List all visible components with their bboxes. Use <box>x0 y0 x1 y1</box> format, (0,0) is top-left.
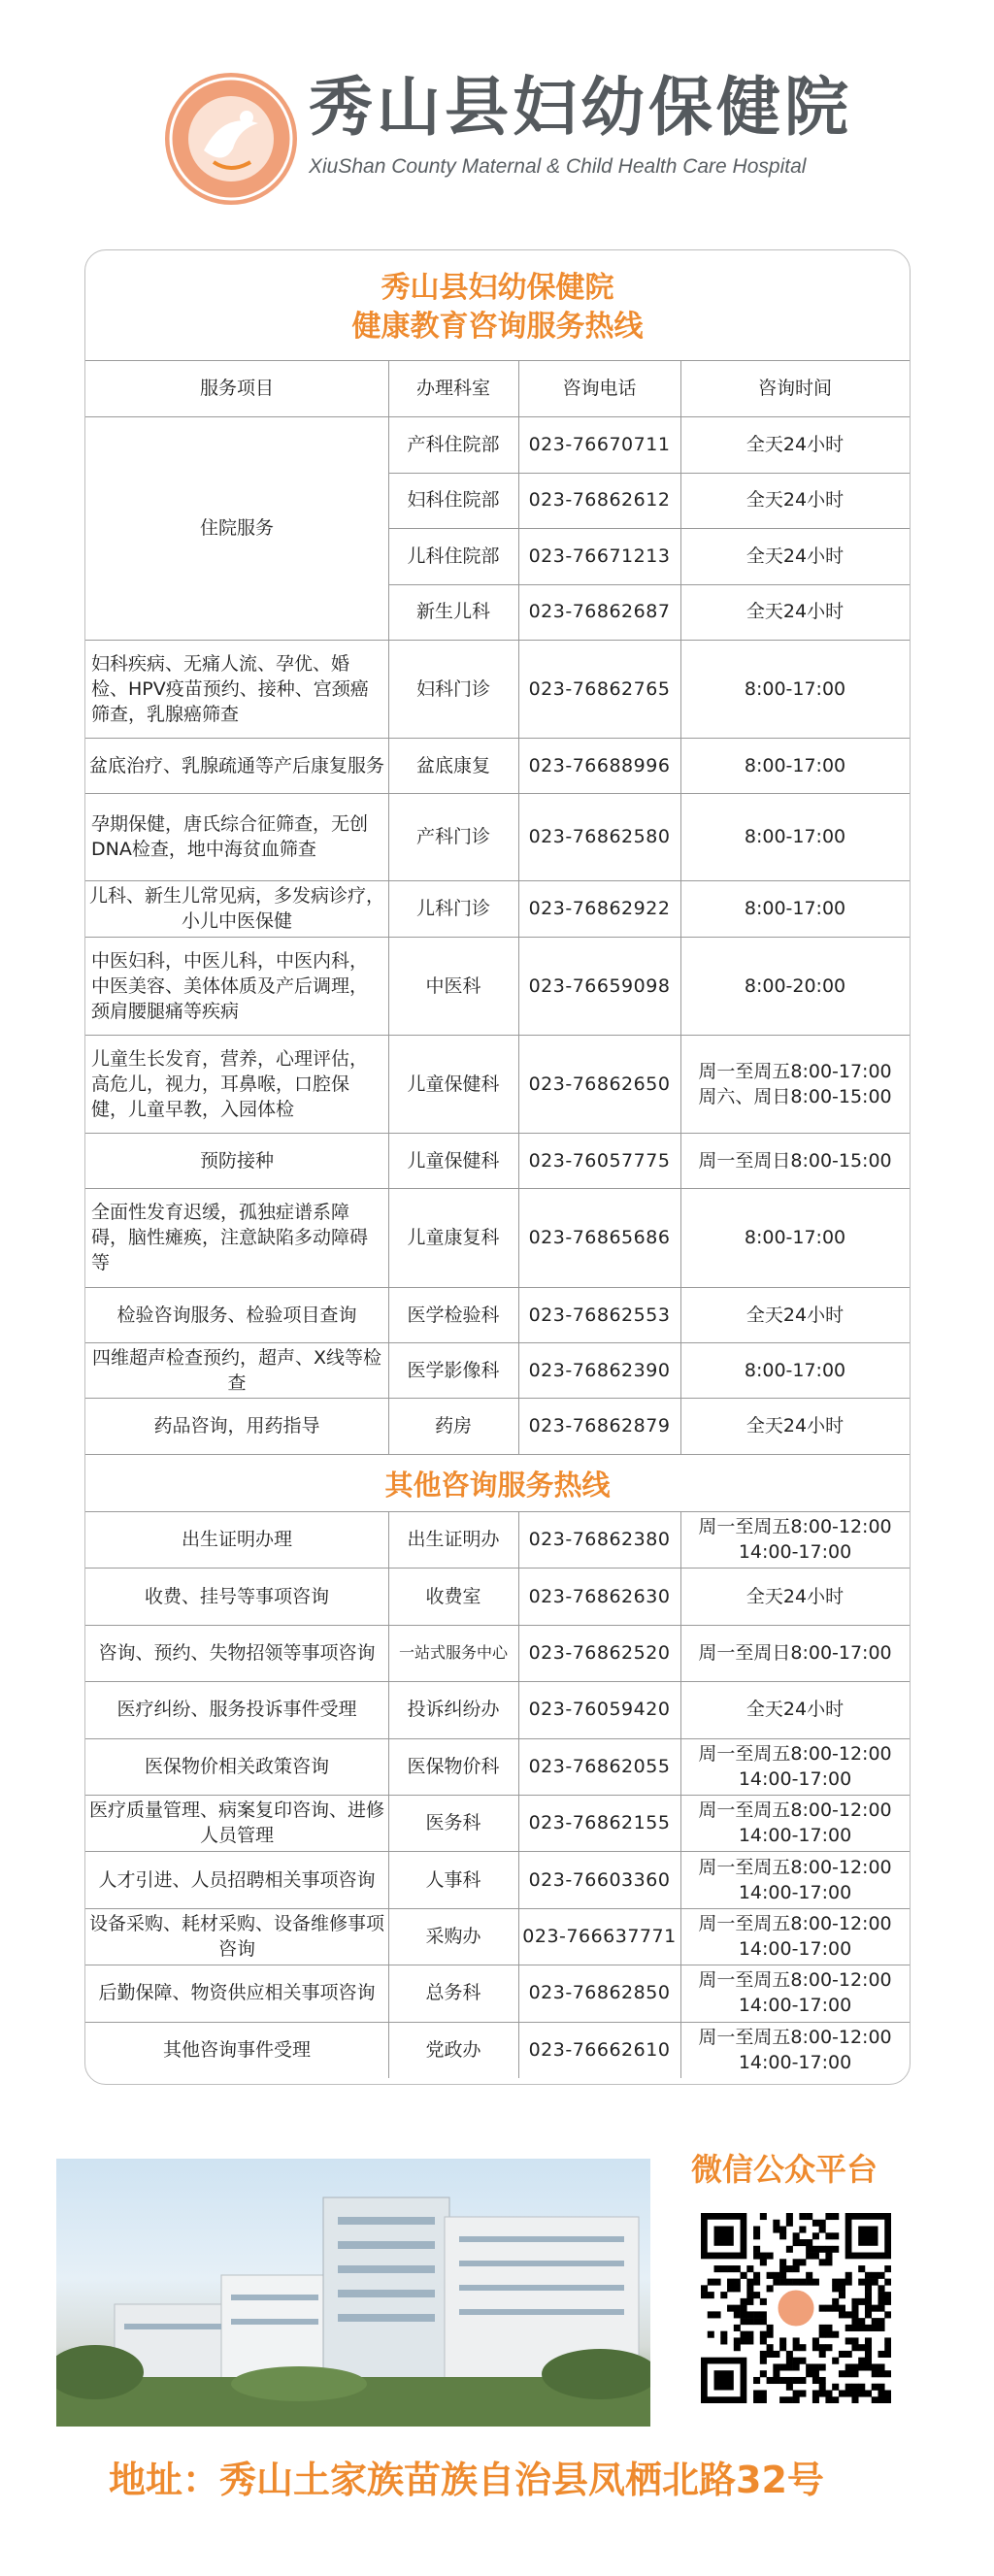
phone-cell[interactable] <box>518 1795 680 1851</box>
hospital-address: 地址：秀山土家族苗族自治县凤栖北路32号 <box>109 2459 824 2501</box>
dept-cell <box>388 2022 518 2078</box>
service-cell <box>85 1035 388 1133</box>
time-cell <box>680 640 910 738</box>
dept-cell <box>388 528 518 584</box>
dept-cell-text: 总务科 <box>425 1982 481 2004</box>
dept-cell-text: 产科门诊 <box>415 826 490 847</box>
dept-cell-text: 医学影像科 <box>407 1359 500 1381</box>
service-cell <box>85 1965 388 2021</box>
time-cell-text: 全天24小时 <box>746 1415 845 1437</box>
logo-emblem-icon <box>165 73 297 205</box>
dept-cell <box>388 1511 518 1568</box>
time-cell-text: 周一至周五8:00-12:00 14:00-17:00 <box>698 1516 892 1564</box>
phone-cell-text: 023-76671213 <box>528 545 671 567</box>
phone-cell[interactable] <box>518 1851 680 1907</box>
phone-cell[interactable] <box>518 738 680 793</box>
dept-cell <box>388 1035 518 1133</box>
phone-cell[interactable] <box>518 1568 680 1624</box>
time-cell <box>680 473 910 529</box>
dept-cell-text: 儿童保健科 <box>407 1149 500 1172</box>
service-cell <box>85 1795 388 1851</box>
table-rule <box>388 360 389 1454</box>
time-cell-text: 周一至周五8:00-12:00 14:00-17:00 <box>698 2026 892 2073</box>
dept-cell-text: 医务科 <box>425 1812 481 1834</box>
dept-cell <box>388 738 518 793</box>
time-cell <box>680 937 910 1035</box>
time-cell <box>680 1287 910 1342</box>
phone-cell[interactable] <box>518 1965 680 2021</box>
service-cell <box>85 1851 388 1907</box>
dept-cell <box>388 1795 518 1851</box>
time-cell <box>680 880 910 937</box>
table-rule <box>680 360 681 1454</box>
phone-cell-text: 023-76862155 <box>528 1812 671 1834</box>
dept-cell-text: 妇科住院部 <box>407 489 500 512</box>
time-cell <box>680 1625 910 1681</box>
phone-cell-text: 023-76862922 <box>528 898 671 919</box>
qr-code-icon <box>701 2213 891 2403</box>
time-cell-text: 全天24小时 <box>746 489 845 512</box>
dept-cell <box>388 416 518 473</box>
time-cell-text: 周一至周日8:00-17:00 <box>698 1641 892 1664</box>
dept-cell <box>388 1342 518 1398</box>
time-cell-text: 8:00-17:00 <box>744 754 846 776</box>
dept-cell-text: 药房 <box>434 1415 472 1437</box>
dept-cell-text: 一站式服务中心 <box>398 1642 508 1662</box>
service-cell <box>85 937 388 1035</box>
time-cell-text: 8:00-17:00 <box>744 826 846 847</box>
time-cell-text: 全天24小时 <box>746 545 845 567</box>
service-cell-text: 医疗纠纷、服务投诉事件受理 <box>116 1699 357 1721</box>
dept-cell <box>388 1188 518 1287</box>
time-cell <box>680 793 910 880</box>
table-title-line2: 健康教育咨询服务热线 <box>351 310 644 344</box>
service-cell <box>85 2022 388 2078</box>
service-cell <box>85 1908 388 1965</box>
wechat-qr-code[interactable] <box>701 2213 891 2403</box>
time-cell <box>680 1851 910 1907</box>
column-header-text: 咨询电话 <box>562 378 637 399</box>
service-cell-text: 设备采购、耗材采购、设备维修事项咨询 <box>88 1912 384 1960</box>
time-cell <box>680 1738 910 1795</box>
service-cell <box>85 1398 388 1454</box>
time-cell-text: 8:00-20:00 <box>744 974 846 997</box>
phone-cell[interactable] <box>518 416 680 473</box>
phone-cell[interactable] <box>518 1188 680 1287</box>
dept-cell <box>388 584 518 641</box>
column-header <box>518 360 680 416</box>
service-cell <box>85 1133 388 1188</box>
phone-cell-text: 023-76862612 <box>528 489 671 512</box>
time-cell-text: 周一至周日8:00-15:00 <box>698 1149 892 1172</box>
hospital-building-image <box>56 2159 650 2427</box>
dept-cell-text: 儿童康复科 <box>407 1227 500 1248</box>
phone-cell-text: 023-76659098 <box>528 974 671 997</box>
dept-cell-text: 中医科 <box>425 974 481 997</box>
phone-cell[interactable] <box>518 473 680 529</box>
service-cell-text: 检验咨询服务、检验项目查询 <box>116 1304 357 1326</box>
table-rule <box>518 1511 519 2078</box>
service-cell-text: 其他咨询事件受理 <box>162 2038 311 2061</box>
service-cell-text: 妇科疾病、无痛人流、孕优、婚检、HPV疫苗预约、接种、宫颈癌筛查，乳腺癌筛查 <box>91 652 369 725</box>
time-cell-text: 8:00-17:00 <box>744 1227 846 1248</box>
service-cell-text: 后勤保障、物资供应相关事项咨询 <box>98 1982 376 2004</box>
table-rule <box>680 1511 681 2078</box>
dept-cell-text: 妇科门诊 <box>415 677 490 700</box>
dept-cell <box>388 1851 518 1907</box>
time-cell <box>680 584 910 641</box>
service-cell <box>85 880 388 937</box>
service-cell-text: 中医妇科，中医儿科，中医内科，中医美容、美体体质及产后调理，颈肩腰腿痛等疾病 <box>91 949 369 1022</box>
phone-cell[interactable] <box>518 2022 680 2078</box>
phone-cell[interactable] <box>518 1511 680 1568</box>
service-cell-text: 儿科、新生儿常见病，多发病诊疗，小儿中医保健 <box>88 885 384 932</box>
wechat-label: 微信公众平台 <box>691 2151 878 2188</box>
phone-cell-text: 023-76862055 <box>528 1755 671 1777</box>
service-cell-text: 出生证明办理 <box>181 1529 292 1551</box>
phone-cell-text: 023-76862687 <box>528 601 671 623</box>
phone-cell-text: 023-76862765 <box>528 677 671 700</box>
phone-cell[interactable] <box>518 1398 680 1454</box>
dept-cell <box>388 1398 518 1454</box>
dept-cell-text: 新生儿科 <box>415 601 490 623</box>
phone-cell-text: 023-76862580 <box>528 826 671 847</box>
service-cell <box>85 1188 388 1287</box>
phone-cell-text: 023-766637771 <box>522 1925 677 1947</box>
service-cell <box>85 1342 388 1398</box>
hospital-name-en: XiuShan County Maternal & Child Health Care Hospital <box>309 155 807 178</box>
service-cell-text: 人才引进、人员招聘相关事项咨询 <box>98 1868 376 1891</box>
phone-cell-text: 023-76059420 <box>528 1699 671 1721</box>
time-cell <box>680 1342 910 1398</box>
service-cell <box>85 793 388 880</box>
time-cell-text: 8:00-17:00 <box>744 677 846 700</box>
dept-cell-text: 产科住院部 <box>407 433 500 455</box>
service-cell-text: 盆底治疗、乳腺疏通等产后康复服务 <box>88 754 384 776</box>
phone-cell[interactable] <box>518 1035 680 1133</box>
service-cell-text: 收费、挂号等事项咨询 <box>144 1585 329 1607</box>
time-cell-text: 全天24小时 <box>746 601 845 623</box>
phone-cell[interactable] <box>518 793 680 880</box>
service-cell-text: 全面性发育迟缓，孤独症谱系障碍，脑性瘫痪，注意缺陷多动障碍等 <box>91 1202 369 1273</box>
service-cell <box>85 416 388 640</box>
service-cell <box>85 640 388 738</box>
time-cell <box>680 1035 910 1133</box>
table-rule <box>518 360 519 1454</box>
time-cell-text: 周一至周五8:00-12:00 14:00-17:00 <box>698 1742 892 1790</box>
time-cell <box>680 1511 910 1568</box>
hotline-table-card <box>84 249 911 2085</box>
phone-cell-text: 023-76603360 <box>528 1868 671 1891</box>
time-cell-text: 全天24小时 <box>746 1585 845 1607</box>
column-header-text: 咨询时间 <box>757 378 832 399</box>
phone-cell[interactable] <box>518 640 680 738</box>
dept-cell <box>388 880 518 937</box>
service-cell-text: 咨询、预约、失物招领等事项咨询 <box>98 1641 376 1664</box>
column-header <box>85 360 388 416</box>
phone-cell-text: 023-76862390 <box>528 1359 671 1381</box>
time-cell-text: 全天24小时 <box>746 1304 845 1326</box>
service-cell <box>85 1681 388 1737</box>
service-cell-text: 医疗质量管理、病案复印咨询、进修人员管理 <box>88 1800 384 1847</box>
column-header-text: 办理科室 <box>415 378 490 399</box>
column-header <box>680 360 910 416</box>
time-cell-text: 周一至周五8:00-12:00 14:00-17:00 <box>698 1912 892 1960</box>
time-cell <box>680 1133 910 1188</box>
service-cell <box>85 738 388 793</box>
service-cell-text: 医保物价相关政策咨询 <box>144 1755 329 1777</box>
phone-cell-text: 023-76862630 <box>528 1585 671 1607</box>
dept-cell <box>388 1133 518 1188</box>
time-cell-text: 周一至周五8:00-12:00 14:00-17:00 <box>698 1969 892 2017</box>
time-cell-text: 周一至周五8:00-12:00 14:00-17:00 <box>698 1856 892 1903</box>
phone-cell-text: 023-76688996 <box>528 754 671 776</box>
phone-cell-text: 023-76862520 <box>528 1641 671 1664</box>
phone-cell[interactable] <box>518 528 680 584</box>
phone-cell-text: 023-76670711 <box>528 433 671 455</box>
dept-cell <box>388 1625 518 1681</box>
column-header <box>388 360 518 416</box>
dept-cell-text: 医学检验科 <box>407 1304 500 1326</box>
dept-cell-text: 医保物价科 <box>407 1755 500 1777</box>
time-cell <box>680 2022 910 2078</box>
dept-cell-text: 投诉纠纷办 <box>407 1699 500 1721</box>
phone-cell-text: 023-76862879 <box>528 1415 671 1437</box>
phone-cell-text: 023-76862553 <box>528 1304 671 1326</box>
service-cell-text: 四维超声检查预约，超声、X线等检查 <box>91 1346 382 1394</box>
dept-cell <box>388 1965 518 2021</box>
time-cell <box>680 1965 910 2021</box>
dept-cell-text: 收费室 <box>425 1585 481 1607</box>
hospital-name: 秀山县妇幼保健院 <box>309 70 852 145</box>
dept-cell-text: 盆底康复 <box>415 754 490 776</box>
time-cell-text: 8:00-17:00 <box>744 1359 846 1381</box>
phone-cell[interactable] <box>518 1625 680 1681</box>
time-cell-text: 全天24小时 <box>746 1699 845 1721</box>
dept-cell <box>388 937 518 1035</box>
time-cell <box>680 1188 910 1287</box>
other-hotline-title: 其他咨询服务热线 <box>384 1469 611 1502</box>
dept-cell-text: 出生证明办 <box>407 1529 500 1551</box>
table-rule <box>85 1454 910 1455</box>
time-cell <box>680 528 910 584</box>
time-cell <box>680 1681 910 1737</box>
phone-cell[interactable] <box>518 1908 680 1965</box>
dept-cell <box>388 1738 518 1795</box>
phone-cell[interactable] <box>518 1681 680 1737</box>
time-cell <box>680 738 910 793</box>
phone-cell-text: 023-76862380 <box>528 1529 671 1551</box>
service-cell-text: 孕期保健，唐氏综合征筛查，无创DNA检查，地中海贫血筛查 <box>91 813 369 860</box>
service-cell-text: 药品咨询，用药指导 <box>153 1415 320 1437</box>
dept-cell-text: 儿科门诊 <box>415 898 490 919</box>
service-cell-text: 预防接种 <box>199 1149 274 1172</box>
service-cell-text: 住院服务 <box>199 517 274 539</box>
time-cell-text: 周一至周五8:00-17:00 周六、周日8:00-15:00 <box>698 1060 892 1107</box>
service-cell <box>85 1568 388 1624</box>
phone-cell-text: 023-76862650 <box>528 1073 671 1095</box>
phone-cell-text: 023-76865686 <box>528 1227 671 1248</box>
service-cell-text: 儿童生长发育，营养，心理评估，高危儿，视力，耳鼻喉，口腔保健，儿童早教，入园体检 <box>91 1047 369 1120</box>
dept-cell <box>388 473 518 529</box>
dept-cell <box>388 1908 518 1965</box>
time-cell <box>680 1398 910 1454</box>
table-title-line1: 秀山县妇幼保健院 <box>381 271 614 305</box>
dept-cell <box>388 640 518 738</box>
dept-cell <box>388 1287 518 1342</box>
time-cell <box>680 1908 910 1965</box>
service-cell <box>85 1738 388 1795</box>
service-cell <box>85 1511 388 1568</box>
phone-cell[interactable] <box>518 880 680 937</box>
time-cell <box>680 1795 910 1851</box>
hospital-building-illustration <box>56 2159 650 2427</box>
dept-cell-text: 人事科 <box>425 1868 481 1891</box>
phone-cell[interactable] <box>518 937 680 1035</box>
service-cell <box>85 1625 388 1681</box>
time-cell-text: 8:00-17:00 <box>744 898 846 919</box>
dept-cell-text: 儿科住院部 <box>407 545 500 567</box>
hospital-logo <box>165 73 297 205</box>
phone-cell[interactable] <box>518 1738 680 1795</box>
phone-cell[interactable] <box>518 1133 680 1188</box>
phone-cell[interactable] <box>518 1342 680 1398</box>
time-cell <box>680 1568 910 1624</box>
dept-cell <box>388 1568 518 1624</box>
phone-cell-text: 023-76057775 <box>528 1149 671 1172</box>
phone-cell-text: 023-76862850 <box>528 1982 671 2004</box>
time-cell <box>680 416 910 473</box>
dept-cell-text: 党政办 <box>425 2038 481 2061</box>
time-cell-text: 周一至周五8:00-12:00 14:00-17:00 <box>698 1800 892 1847</box>
time-cell-text: 全天24小时 <box>746 433 845 455</box>
table-rule <box>388 1511 389 2078</box>
dept-cell <box>388 1681 518 1737</box>
dept-cell-text: 儿童保健科 <box>407 1073 500 1095</box>
phone-cell[interactable] <box>518 584 680 641</box>
phone-cell[interactable] <box>518 1287 680 1342</box>
dept-cell <box>388 793 518 880</box>
service-cell <box>85 1287 388 1342</box>
phone-cell-text: 023-76662610 <box>528 2038 671 2061</box>
dept-cell-text: 采购办 <box>425 1925 481 1947</box>
column-header-text: 服务项目 <box>199 378 274 399</box>
